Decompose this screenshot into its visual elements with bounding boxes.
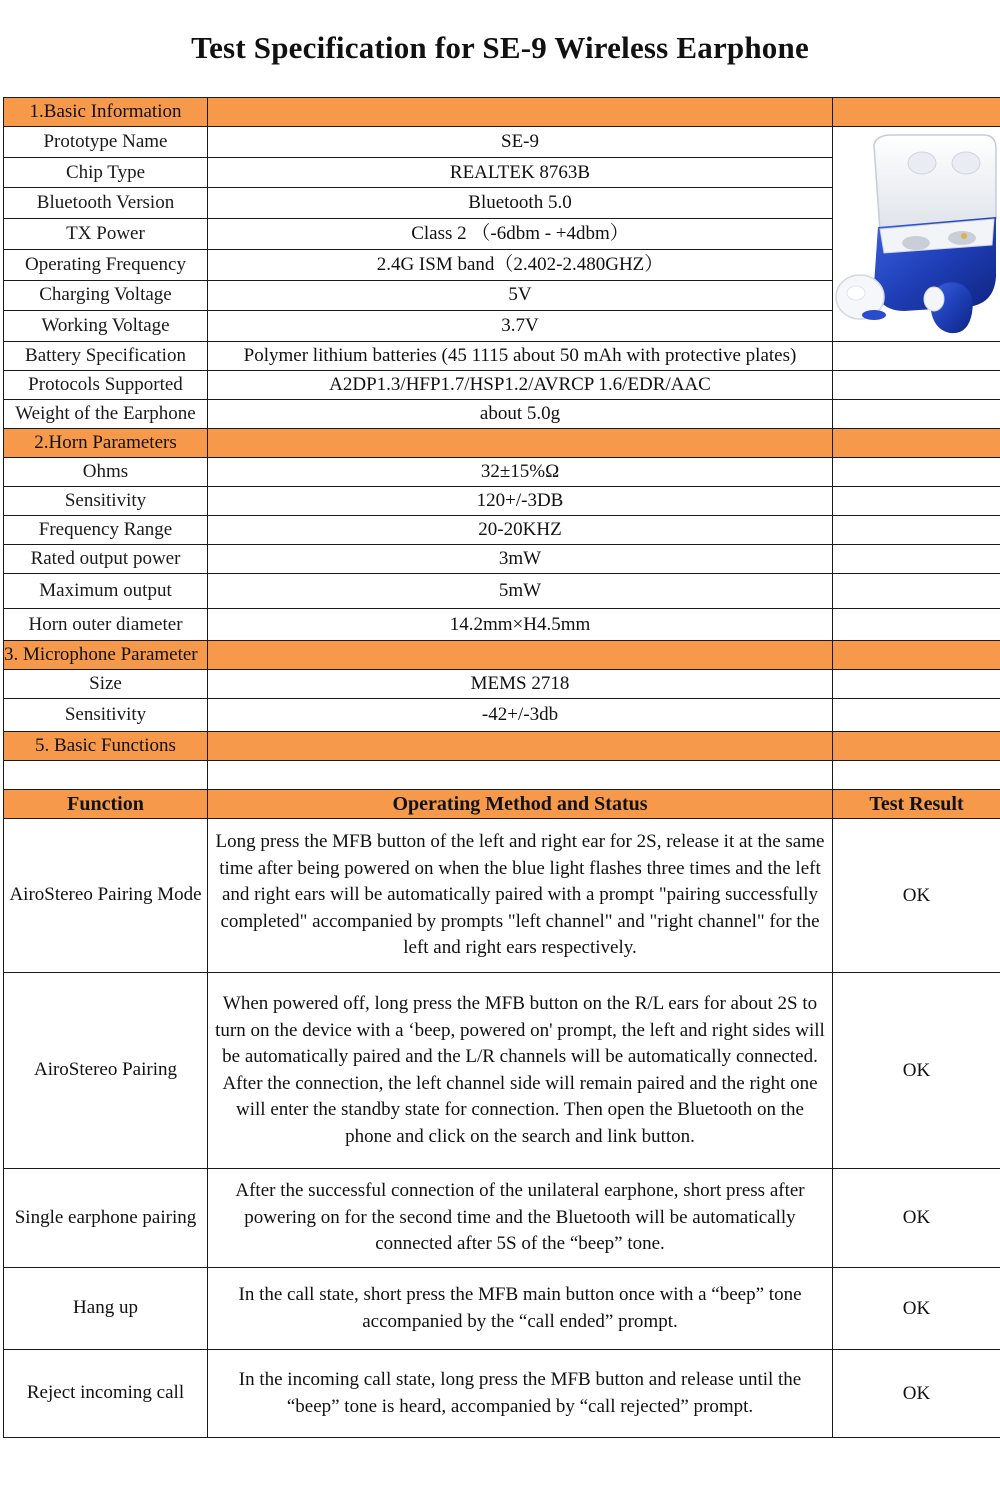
spec-value: 3mW: [208, 545, 833, 574]
column-header-function: Function: [4, 790, 208, 819]
product-image-cell: [833, 127, 1000, 342]
section-label: 2.Horn Parameters: [4, 429, 208, 458]
table-row: [4, 670, 1000, 699]
table-row: [4, 487, 1000, 516]
spec-value: 5mW: [208, 574, 833, 609]
section-label: 3. Microphone Parameter: [4, 641, 208, 670]
spec-label: TX Power: [4, 219, 208, 250]
spec-label: Chip Type: [4, 157, 208, 188]
function-name: Reject incoming call: [4, 1350, 208, 1438]
function-method: When powered off, long press the MFB button on the R/L ears for about 2S to turn on the device with a ‘beep, powered on' prompt, the left and right sides will be automatically paired and the L/R channels will be automatically connected. After the connection, the left channel side will remain paired and the right one will enter the standby state for connection. Then open the Bluetooth on the phone and click on the search and link button.: [208, 973, 833, 1169]
section-label: 1.Basic Information: [4, 98, 208, 127]
spec-label: Frequency Range: [4, 516, 208, 545]
page-title: Test Specification for SE-9 Wireless Earphone: [191, 30, 809, 65]
table-row: [4, 458, 1000, 487]
function-row: [4, 973, 1000, 1169]
function-result: OK: [833, 819, 1000, 973]
spec-label: Battery Specification: [4, 342, 208, 371]
function-table-header: [4, 790, 1000, 819]
earphone-case-image: [834, 127, 1000, 341]
function-result: OK: [833, 1169, 1000, 1268]
spec-label: Bluetooth Version: [4, 188, 208, 219]
table-row: [4, 699, 1000, 732]
table-row: [4, 516, 1000, 545]
spec-value: REALTEK 8763B: [208, 157, 833, 188]
spec-label: Ohms: [4, 458, 208, 487]
function-name: Hang up: [4, 1268, 208, 1350]
section-header-horn: [4, 429, 1000, 458]
function-result: OK: [833, 1350, 1000, 1438]
table-row: [4, 127, 1000, 158]
function-result: OK: [833, 1268, 1000, 1350]
spec-label: Rated output power: [4, 545, 208, 574]
spec-label: Maximum output: [4, 574, 208, 609]
function-name: AiroStereo Pairing Mode: [4, 819, 208, 973]
spec-label: Size: [4, 670, 208, 699]
spec-value: 32±15%Ω: [208, 458, 833, 487]
spec-value: 14.2mm×H4.5mm: [208, 609, 833, 641]
column-header-method: Operating Method and Status: [208, 790, 833, 819]
function-method: In the incoming call state, long press the MFB button and release until the “beep” tone is heard, accompanied by “call rejected” prompt.: [208, 1350, 833, 1438]
spec-value: Bluetooth 5.0: [208, 188, 833, 219]
function-row: [4, 1169, 1000, 1268]
function-method: After the successful connection of the unilateral earphone, short press after powering on for the second time and the Bluetooth will be automatically connected after 5S of the “beep” tone.: [208, 1169, 833, 1268]
spec-label: Sensitivity: [4, 699, 208, 732]
spec-value: 3.7V: [208, 311, 833, 342]
table-row: [4, 342, 1000, 371]
function-result: OK: [833, 973, 1000, 1169]
section-header-microphone: [4, 641, 1000, 670]
table-row: [4, 545, 1000, 574]
spec-label: Protocols Supported: [4, 371, 208, 400]
spec-value: 120+/-3DB: [208, 487, 833, 516]
spec-value: 20-20KHZ: [208, 516, 833, 545]
spec-value: 5V: [208, 280, 833, 311]
spec-label: Weight of the Earphone: [4, 400, 208, 429]
spec-value: A2DP1.3/HFP1.7/HSP1.2/AVRCP 1.6/EDR/AAC: [208, 371, 833, 400]
section-header-functions: [4, 732, 1000, 761]
table-row: [4, 574, 1000, 609]
column-header-result: Test Result: [833, 790, 1000, 819]
spec-value: 2.4G ISM band（2.402-2.480GHZ）: [208, 249, 833, 280]
spec-label: Working Voltage: [4, 311, 208, 342]
blank-row: [4, 761, 1000, 790]
section-label: 5. Basic Functions: [4, 732, 208, 761]
function-row: [4, 1350, 1000, 1438]
spec-label: Operating Frequency: [4, 249, 208, 280]
function-method: Long press the MFB button of the left and right ear for 2S, release it at the same time after being powered on when the blue light flashes three times and the left and right ears will be automatically paired with a prompt "pairing successfully completed" accompanied by prompts "left channel" and "right channel" for the left and right ears respectively.: [208, 819, 833, 973]
function-method: In the call state, short press the MFB main button once with a “beep” tone accompanied by the “call ended” prompt.: [208, 1268, 833, 1350]
spec-label: Charging Voltage: [4, 280, 208, 311]
spec-value: Class 2 （-6dbm - +4dbm）: [208, 219, 833, 250]
section-header-basic-info: [4, 98, 1000, 127]
table-row: [4, 371, 1000, 400]
function-name: Single earphone pairing: [4, 1169, 208, 1268]
spec-value: -42+/-3db: [208, 699, 833, 732]
function-row: [4, 819, 1000, 973]
spec-label: Horn outer diameter: [4, 609, 208, 641]
spec-table: [3, 97, 1000, 1438]
table-row: [4, 609, 1000, 641]
spec-label: Prototype Name: [4, 127, 208, 158]
function-row: [4, 1268, 1000, 1350]
spec-value: SE-9: [208, 127, 833, 158]
spec-value: about 5.0g: [208, 400, 833, 429]
spec-label: Sensitivity: [4, 487, 208, 516]
function-name: AiroStereo Pairing: [4, 973, 208, 1169]
spec-value: MEMS 2718: [208, 670, 833, 699]
spec-value: Polymer lithium batteries (45 1115 about 50 mAh with protective plates): [208, 342, 833, 371]
table-row: [4, 400, 1000, 429]
